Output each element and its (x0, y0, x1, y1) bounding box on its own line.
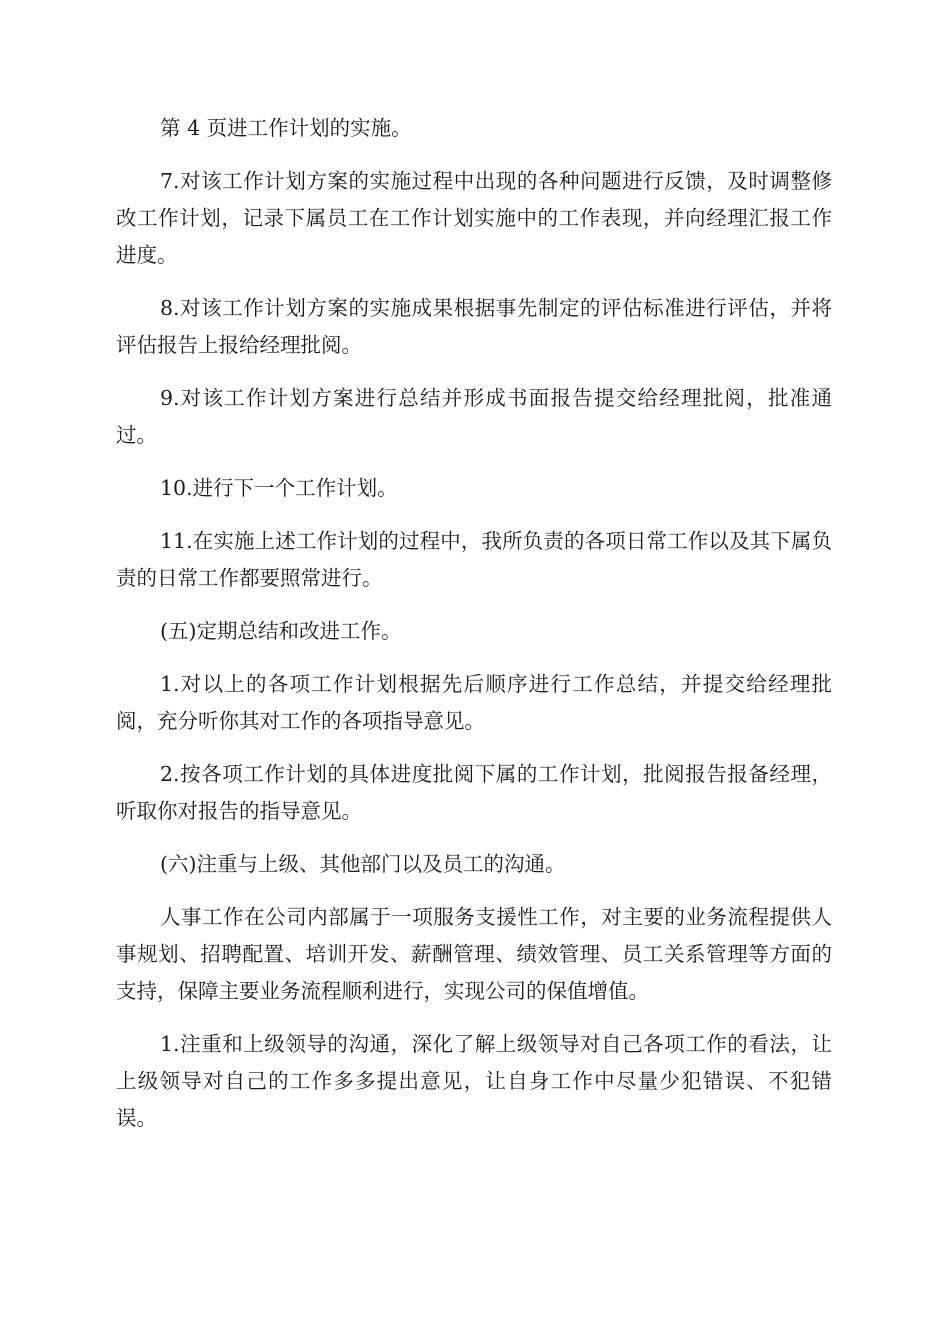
section-heading-6: (六)注重与上级、其他部门以及员工的沟通。 (160, 852, 566, 876)
paragraph-hr-intro: 人事工作在公司内部属于一项服务支援性工作，对主要的业务流程提供人事规划、招聘配置、培训开发、薪酬管理、绩效管理、员工关系管理等方面的支持，保障主要业务流程顺利进行，实现公司的保值增值。 (116, 905, 832, 1003)
paragraph-item-11: 11.在实施上述工作计划的过程中，我所负责的各项日常工作以及其下属负责的日常工作都要照常进行。 (116, 529, 832, 590)
paragraph-item-9: 9.对该工作计划方案进行总结并形成书面报告提交给经理批阅，批准通过。 (116, 386, 832, 447)
paragraph-item-7: 7.对该工作计划方案的实施过程中出现的各种问题进行反馈，及时调整修改工作计划，记录下属员工在工作计划实施中的工作表现，并向经理汇报工作进度。 (116, 169, 832, 267)
document-body (116, 110, 832, 1153)
section-heading-5: (五)定期总结和改进工作。 (160, 619, 402, 643)
paragraph-item-10: 10.进行下一个工作计划。 (160, 476, 398, 500)
paragraph-item-8: 8.对该工作计划方案的实施成果根据事先制定的评估标准进行评估，并将评估报告上报给经理批阅。 (116, 296, 832, 357)
paragraph-page-note: 第 4 页进工作计划的实施。 (160, 116, 412, 140)
paragraph-summary-item-1: 1.对以上的各项工作计划根据先后顺序进行工作总结，并提交给经理批阅，充分听你其对工作的各项指导意见。 (116, 672, 832, 733)
paragraph-communication-item-1: 1.注重和上级领导的沟通，深化了解上级领导对自己各项工作的看法，让上级领导对自己的工作多多提出意见，让自身工作中尽量少犯错误、不犯错误。 (116, 1032, 832, 1130)
paragraph-summary-item-2: 2.按各项工作计划的具体进度批阅下属的工作计划，批阅报告报备经理，听取你对报告的指导意见。 (116, 762, 832, 823)
